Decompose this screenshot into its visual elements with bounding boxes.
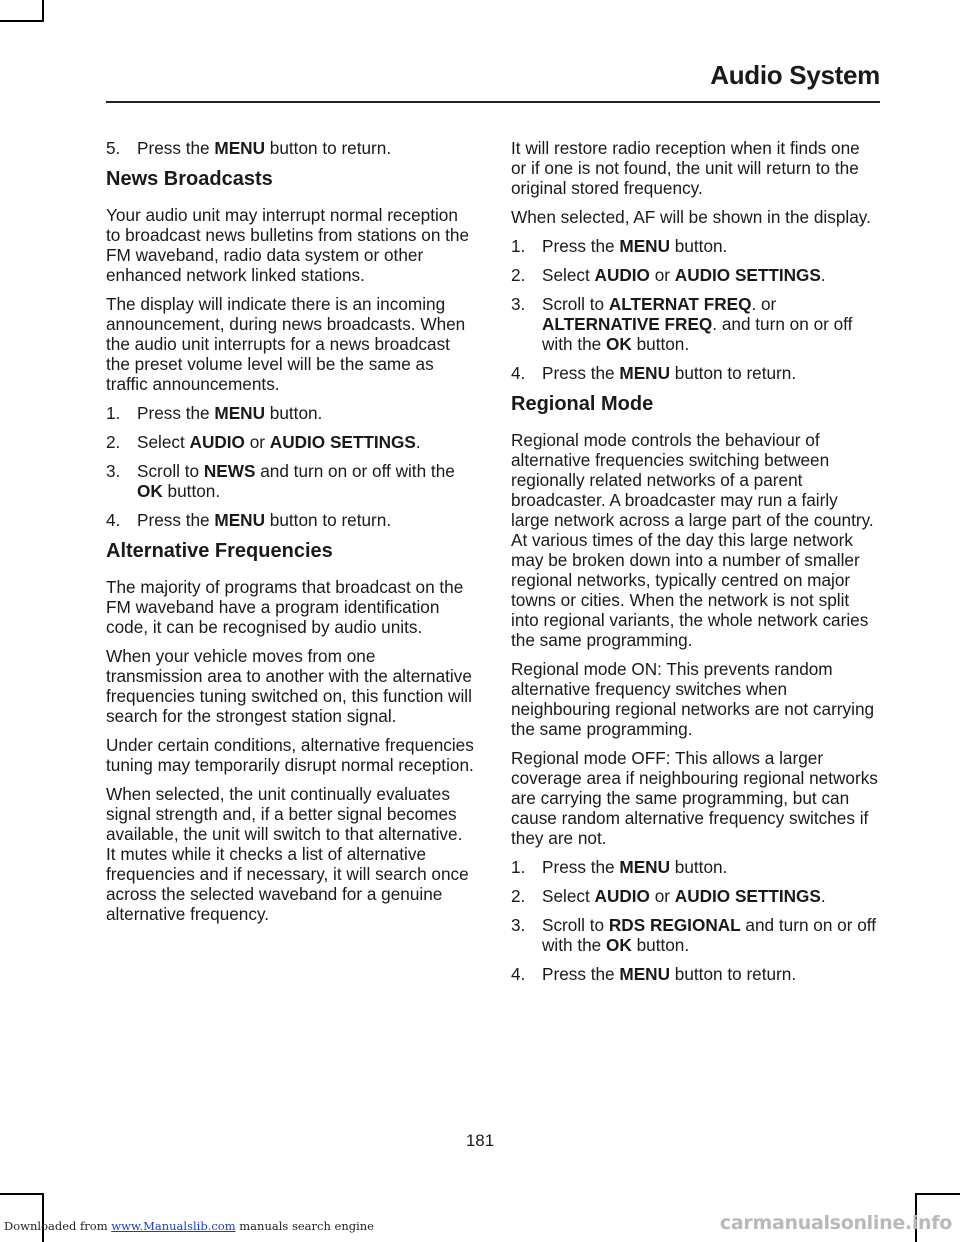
- right-column: [511, 138, 879, 993]
- step-number: 4.: [106, 510, 121, 530]
- control-name: ALTERNAT FREQ: [608, 294, 752, 314]
- paragraph: When selected, the unit continually evaluates signal strength and, if a better signal becomes available, the unit will switch to that alternative. It mutes while it checks a list of alternative frequencies and if necessary, it will search once across the selected waveband for a genuine alternative frequency.: [106, 784, 469, 924]
- step-text: [542, 363, 879, 383]
- control-name: MENU: [214, 138, 265, 158]
- step-number: 1.: [106, 403, 121, 423]
- step-number: 1.: [511, 857, 526, 877]
- step-number: 4.: [511, 964, 526, 984]
- text: Scroll to: [542, 915, 609, 935]
- step-item: [511, 236, 879, 256]
- control-name: OK: [606, 334, 632, 354]
- step-item: [511, 363, 879, 383]
- text: or: [244, 432, 270, 452]
- control-name: ALTERNATIVE FREQ: [542, 314, 713, 334]
- step-item: [511, 964, 879, 984]
- left-column: [106, 138, 474, 933]
- download-footer: [4, 1219, 374, 1233]
- paragraph: Under certain conditions, alternative frequencies tuning may temporarily disrupt normal reception.: [106, 735, 474, 775]
- control-name: AUDIO: [594, 265, 650, 285]
- step-item: [106, 432, 474, 452]
- control-name: MENU: [619, 964, 670, 984]
- footer-text: manuals search engine: [235, 1219, 374, 1233]
- step-number: 2.: [106, 432, 121, 452]
- step-item: [106, 403, 474, 423]
- step-text: [137, 510, 474, 530]
- crop-mark: [0, 20, 44, 22]
- text: . and turn on or off with the: [542, 314, 853, 354]
- text: .: [820, 265, 826, 285]
- step-item: [511, 265, 879, 285]
- step-text: [542, 915, 879, 955]
- manualslib-link[interactable]: www.Manualslib.com: [111, 1219, 236, 1233]
- step-text: [137, 403, 474, 423]
- watermark-logo: carmanualsonline.info: [719, 1212, 952, 1234]
- crop-mark: [42, 1193, 44, 1242]
- step-item: [511, 915, 879, 955]
- text: button to return.: [265, 510, 392, 530]
- control-name: MENU: [214, 510, 265, 530]
- text: button.: [670, 236, 728, 256]
- footer-text: Downloaded from: [4, 1219, 112, 1233]
- step-item: [106, 138, 474, 158]
- text: button to return.: [265, 138, 392, 158]
- step-number: 1.: [511, 236, 526, 256]
- text: button.: [670, 857, 728, 877]
- step-text: [542, 294, 879, 354]
- step-text: [137, 461, 474, 501]
- step-text: [542, 236, 879, 256]
- text: button.: [265, 403, 323, 423]
- section-heading: Alternative Frequencies: [106, 540, 333, 562]
- control-name: AUDIO SETTINGS: [674, 265, 821, 285]
- text: and turn on or off with the: [255, 461, 455, 481]
- step-text: [542, 964, 879, 984]
- text: and turn on or off with the: [542, 915, 877, 955]
- text: Select: [137, 432, 190, 452]
- text: Scroll to: [137, 461, 204, 481]
- control-name: AUDIO: [189, 432, 245, 452]
- step-item: [106, 461, 474, 501]
- step-text: [542, 265, 879, 285]
- paragraph: Your audio unit may interrupt normal reception to broadcast news bulletins from stations on the FM waveband, radio data system or other enhanced network linked stations.: [106, 205, 470, 285]
- text: button.: [631, 334, 690, 354]
- text: Press the: [542, 857, 620, 877]
- step-item: [511, 857, 879, 877]
- step-number: 2.: [511, 265, 526, 285]
- paragraph: When selected, AF will be shown in the display.: [511, 207, 871, 227]
- step-item: [511, 294, 879, 354]
- paragraph: Regional mode OFF: This allows a larger coverage area if neighbouring regional networks are carrying the same programming, but can cause random alternative frequency switches if they are not.: [511, 748, 878, 848]
- control-name: AUDIO SETTINGS: [674, 886, 821, 906]
- step-number: 3.: [511, 294, 526, 314]
- crop-mark: [0, 1193, 44, 1195]
- control-name: AUDIO: [594, 886, 650, 906]
- step-number: 3.: [511, 915, 526, 935]
- step-item: [511, 886, 879, 906]
- text: button to return.: [670, 363, 797, 383]
- control-name: NEWS: [203, 461, 256, 481]
- step-text: [542, 886, 879, 906]
- control-name: AUDIO SETTINGS: [269, 432, 416, 452]
- crop-mark: [42, 0, 44, 22]
- page-number: 181: [465, 1131, 495, 1150]
- control-name: OK: [137, 481, 163, 501]
- control-name: MENU: [214, 403, 265, 423]
- section-heading: News Broadcasts: [106, 168, 273, 190]
- page-title: Audio System: [710, 60, 880, 90]
- step-text: [542, 857, 879, 877]
- text: button.: [631, 935, 690, 955]
- paragraph: When your vehicle moves from one transmission area to another with the alternative frequencies tuning switched on, this function will search for the strongest station signal.: [106, 646, 472, 726]
- text: button.: [162, 481, 221, 501]
- text: Select: [542, 886, 595, 906]
- text: .: [415, 432, 421, 452]
- control-name: RDS REGIONAL: [608, 915, 741, 935]
- text: button to return.: [670, 964, 797, 984]
- text: Press the: [542, 363, 620, 383]
- control-name: OK: [606, 935, 632, 955]
- step-item: [106, 510, 474, 530]
- text: Press the: [137, 403, 215, 423]
- text: Press the: [542, 964, 620, 984]
- step-number: 2.: [511, 886, 526, 906]
- paragraph: Regional mode ON: This prevents random alternative frequency switches when neighbouring regional networks are not carrying the same programming.: [511, 659, 875, 739]
- step-number: 5.: [106, 138, 121, 158]
- header-divider: [106, 101, 880, 103]
- text: Press the: [137, 138, 215, 158]
- text: or: [649, 265, 675, 285]
- step-text: [137, 432, 474, 452]
- section-heading: Regional Mode: [511, 393, 654, 415]
- step-number: 3.: [106, 461, 121, 481]
- control-name: MENU: [619, 857, 670, 877]
- text: or: [649, 886, 675, 906]
- paragraph: The majority of programs that broadcast on the FM waveband have a program identification code, it can be recognised by audio units.: [106, 577, 464, 637]
- text: .: [820, 886, 826, 906]
- text: Press the: [542, 236, 620, 256]
- text: Select: [542, 265, 595, 285]
- crop-mark: [915, 1193, 960, 1195]
- control-name: MENU: [619, 363, 670, 383]
- step-text: [137, 138, 474, 158]
- paragraph: Regional mode controls the behaviour of alternative frequencies switching between regionally related networks of a parent broadcaster. A broadcaster may run a fairly large network across a large part of the country. At various times of the day this large network may be broken down into a number of smaller regional networks, typically centred on major towns or cities. When the network is not split into regional variants, the whole network caries the same programming.: [511, 430, 874, 650]
- control-name: MENU: [619, 236, 670, 256]
- paragraph: The display will indicate there is an incoming announcement, during news broadcasts. When the audio unit interrupts for a news broadcast the preset volume level will be the same as traffic announcements.: [106, 294, 466, 394]
- text: Scroll to: [542, 294, 609, 314]
- text: . or: [751, 294, 777, 314]
- paragraph: It will restore radio reception when it finds one or if one is not found, the unit will return to the original stored frequency.: [511, 138, 860, 198]
- text: Press the: [137, 510, 215, 530]
- step-number: 4.: [511, 363, 526, 383]
